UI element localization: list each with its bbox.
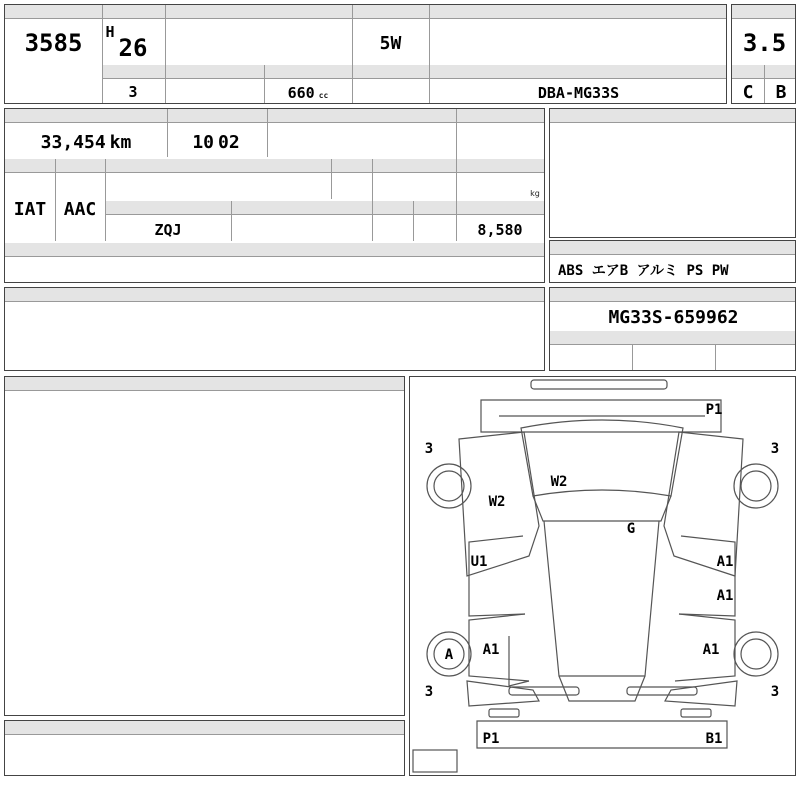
max-load-unit: kg (530, 188, 540, 198)
history-label (165, 65, 264, 79)
sales-points-section (549, 108, 796, 238)
displacement-value (264, 80, 352, 105)
mileage-unit: km (109, 131, 132, 153)
ext-color (105, 175, 331, 201)
transfer-docs-label (456, 109, 546, 123)
fuel-label (352, 65, 429, 79)
equipment-value: ABS エアB アルミ PS PW (558, 262, 729, 279)
registration-number-label (267, 109, 456, 123)
mark-front-left-fender: W2 (488, 494, 506, 510)
mark-left-rear-quarter: A1 (482, 642, 500, 658)
mark-right-rear-quarter: A1 (702, 642, 720, 658)
tire-rear-left: 3 (424, 684, 434, 700)
exterior-grade-label (732, 65, 764, 79)
shift-label (5, 159, 55, 173)
mark-rear-bumper-right: B1 (705, 731, 723, 747)
car-name (165, 21, 352, 65)
exterior-grade: C (742, 82, 754, 103)
int-color-suffix (353, 227, 371, 241)
door-label (352, 5, 429, 19)
color-no: ZQJ (154, 221, 182, 239)
ext-color-label (105, 159, 372, 173)
inspection-value (167, 125, 267, 159)
overall-score: 3.5 (742, 29, 787, 57)
score-section (731, 4, 796, 104)
office-guidance-section (4, 720, 405, 776)
color-no-label (105, 201, 231, 215)
score-label (732, 5, 797, 19)
mark-right-front-door: A1 (716, 554, 734, 570)
recycle-label (456, 201, 546, 215)
notes-section (4, 287, 545, 371)
int-color (231, 217, 351, 243)
capacity-label (372, 159, 456, 173)
chassis-label (550, 288, 797, 302)
mark-front-bumper: P1 (705, 402, 723, 418)
equipment-section (549, 240, 796, 283)
legend-line (6, 780, 796, 796)
mileage-value (5, 125, 167, 159)
lot-number: 3585 (24, 29, 83, 57)
mark-bonnet: W2 (550, 474, 568, 490)
max-load-label (456, 159, 546, 173)
import-label (372, 201, 456, 215)
fuel-value (352, 80, 429, 105)
car-name-label (165, 5, 352, 19)
registration-era: H (105, 23, 115, 41)
mark-windshield: G (626, 521, 636, 537)
mileage-label (5, 109, 167, 123)
tire-rear-right: 3 (770, 684, 780, 700)
model-code: DBA-MG33S (537, 83, 620, 102)
history-value (165, 80, 264, 105)
width-label (638, 352, 662, 366)
displacement-number: 660 (287, 83, 315, 102)
mark-left-rear-wheel: A (444, 647, 454, 663)
registration-month: 3 (128, 83, 138, 101)
displacement-label (264, 65, 352, 79)
transfer-day-unit (510, 143, 540, 157)
displacement-unit: cc (318, 91, 329, 100)
header-section (4, 4, 727, 104)
registration-month-unit (149, 87, 163, 101)
notes-label (5, 288, 546, 302)
lot-label (5, 5, 102, 19)
length-label (556, 352, 580, 366)
later-parts-label (5, 243, 546, 257)
inspection-label (167, 109, 267, 123)
int-color-label (231, 201, 372, 215)
car-damage-diagram (409, 376, 796, 776)
office-guidance-label (5, 721, 406, 735)
mark-left-front-door: U1 (470, 554, 488, 570)
inspection-year: 10 (192, 131, 214, 153)
mark-right-rear-door: A1 (716, 588, 734, 604)
tire-front-left: 3 (424, 441, 434, 457)
first-registration-label (102, 5, 165, 19)
frame-number: MG33S-659962 (608, 306, 739, 328)
interior-grade-label (765, 65, 797, 79)
model-label (429, 65, 728, 79)
tire-front-right: 3 (770, 441, 780, 457)
interior-grade: B (775, 82, 787, 103)
recycle-value (456, 217, 546, 243)
grade-name (429, 21, 728, 65)
aircon-value: AAC (63, 198, 97, 220)
sales-points-label (550, 109, 797, 123)
inspector-notes-section (4, 376, 405, 716)
inspection-month: 02 (218, 131, 240, 153)
aircon-label (55, 159, 105, 173)
inspector-notes-label (5, 377, 406, 391)
registration-number (267, 125, 456, 159)
vehicle-info-section (4, 108, 545, 283)
registration-year: 26 (118, 34, 148, 62)
specs-label (550, 331, 797, 345)
shift-value: IAT (13, 198, 47, 220)
mileage-number: 33,454 (40, 131, 106, 153)
equipment-label (550, 241, 797, 255)
recycle-fee: 8,580 (477, 221, 523, 239)
height-label (721, 352, 745, 366)
transfer-month-unit (463, 143, 493, 157)
registration-year-unit (149, 51, 163, 63)
chassis-section (549, 287, 796, 371)
mark-rear-bumper-left: P1 (482, 731, 500, 747)
capacity-unit (435, 187, 455, 199)
grade-label (429, 5, 728, 19)
door-type: 5W (379, 32, 402, 54)
